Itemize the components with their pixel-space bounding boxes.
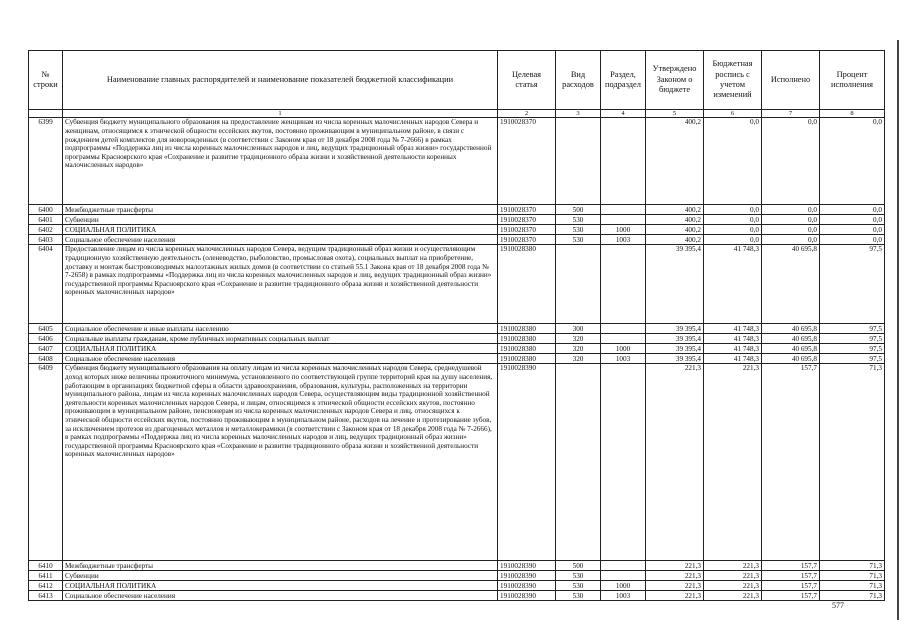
executed-amount: 157,7 [762, 571, 820, 581]
table-row [29, 324, 885, 334]
target-article: 1910028390 [498, 591, 556, 601]
percent-value: 71,3 [820, 571, 885, 581]
section-code [601, 324, 646, 334]
row-name: Субвенции [63, 571, 498, 581]
executed-amount: 40 695,8 [762, 344, 820, 354]
target-article: 1910028390 [498, 364, 556, 561]
percent-value: 71,3 [820, 581, 885, 591]
column-number-blank [29, 110, 63, 118]
row-number: 6399 [29, 118, 63, 205]
percent-value: 0,0 [820, 215, 885, 225]
approved-amount: 221,3 [646, 591, 704, 601]
column-number: 6 [704, 110, 762, 118]
row-name: Межбюджетные трансферты [63, 561, 498, 571]
target-article: 1910028370 [498, 205, 556, 215]
section-code [601, 561, 646, 571]
executed-amount: 40 695,8 [762, 334, 820, 344]
target-article: 1910028380 [498, 344, 556, 354]
percent-value: 0,0 [820, 205, 885, 215]
expense-kind: 530 [556, 225, 601, 235]
executed-amount: 0,0 [762, 205, 820, 215]
expense-kind [556, 364, 601, 561]
section-code [601, 205, 646, 215]
table-row [29, 591, 885, 601]
schedule-amount: 41 748,3 [704, 324, 762, 334]
expense-kind: 530 [556, 571, 601, 581]
table-header-row [29, 51, 885, 110]
column-number: 7 [762, 110, 820, 118]
expense-kind: 530 [556, 235, 601, 245]
header-target-article: Целевая статья [498, 51, 556, 110]
executed-amount: 157,7 [762, 561, 820, 571]
expense-kind: 530 [556, 581, 601, 591]
executed-amount: 157,7 [762, 591, 820, 601]
schedule-amount: 41 748,3 [704, 245, 762, 324]
table-row [29, 561, 885, 571]
target-article: 1910028370 [498, 118, 556, 205]
column-number: 1 [63, 110, 498, 118]
column-number: 8 [820, 110, 885, 118]
column-number: 5 [646, 110, 704, 118]
table-row [29, 245, 885, 324]
row-name: Социальное обеспечение населения [63, 235, 498, 245]
section-code [601, 571, 646, 581]
row-name: СОЦИАЛЬНАЯ ПОЛИТИКА [63, 225, 498, 235]
approved-amount: 400,2 [646, 205, 704, 215]
executed-amount: 0,0 [762, 118, 820, 205]
target-article: 1910028370 [498, 215, 556, 225]
section-code [601, 334, 646, 344]
header-executed: Исполнено [762, 51, 820, 110]
target-article: 1910028390 [498, 571, 556, 581]
row-name: Субвенция бюджету муниципального образования на оплату лицам из числа коренных малочисленных народов Севера, среднедушевой доход которых ниже величины прожиточного минимума, установленного по соответствующей группе территорий края на душу населения, работающим в организациях бюджетной сферы в области здравоохранения, образования, культуры, расположенных на территории муниципального района, лицам из числа коренных малочисленных народов Севера, осуществляющим виды традиционной хозяйственной деятельности коренных малочисленных народов Севера, и лицам, относящимся к этнической общности ессейских якутов, постоянно проживающим в муниципальном районе, пенсионерам из числа коренных малочисленных народов Севера и лиц, относящихся к этнической общности ессейских якутов, постоянно проживающим в муниципальном районе, расходов на лечение и протезирование зубов, за исключением протезов из драгоценных металлов и металлокерамики (в соответствии с Законом края от 18 декабря 2008 года № 7-2666), в рамках подпрограммы «Поддержка лиц из числа коренных малочисленных народов и лиц, ведущих традиционный образ жизни» государственной программы Красноярского края «Сохранение и развитие традиционного образа жизни и хозяйственной деятельности коренных малочисленных народов» [63, 364, 498, 561]
executed-amount: 157,7 [762, 364, 820, 561]
expense-kind: 320 [556, 334, 601, 344]
target-article: 1910028370 [498, 235, 556, 245]
header-expense-kind: Вид расходов [556, 51, 601, 110]
target-article: 1910028380 [498, 245, 556, 324]
section-code: 1003 [601, 354, 646, 364]
target-article: 1910028380 [498, 354, 556, 364]
approved-amount: 39 395,4 [646, 324, 704, 334]
row-name: Субвенции [63, 215, 498, 225]
row-name: Социальное обеспечение и иные выплаты населению [63, 324, 498, 334]
schedule-amount: 0,0 [704, 235, 762, 245]
approved-amount: 400,2 [646, 235, 704, 245]
budget-table [28, 50, 885, 601]
executed-amount: 40 695,8 [762, 324, 820, 334]
approved-amount: 400,2 [646, 215, 704, 225]
approved-amount: 39 395,4 [646, 344, 704, 354]
section-code: 1000 [601, 581, 646, 591]
row-number: 6410 [29, 561, 63, 571]
column-number: 4 [601, 110, 646, 118]
table-row [29, 215, 885, 225]
header-section: Раздел, подраздел [601, 51, 646, 110]
executed-amount: 0,0 [762, 235, 820, 245]
table-row [29, 225, 885, 235]
approved-amount: 39 395,4 [646, 354, 704, 364]
percent-value: 71,3 [820, 591, 885, 601]
table-row [29, 581, 885, 591]
section-code [601, 364, 646, 561]
approved-amount: 221,3 [646, 364, 704, 561]
row-name: Субвенция бюджету муниципального образования на предоставление женщинам из числа коренных малочисленных народов Севера и женщинам, относящимся к этнической общности ессейских якутов, постоянно проживающим в муниципальном районе, в связи с рождением детей комплектов для новорожденных (в соответствии с Законом края от 18 декабря 2008 года № 7-2666) в рамках подпрограммы «Поддержка лиц из числа коренных малочисленных народов и лиц, ведущих традиционный образ жизни» государственной программы Красноярского края «Сохранение и развитие традиционного образа жизни и хозяйственной деятельности коренных малочисленных народов» [63, 118, 498, 205]
expense-kind: 500 [556, 561, 601, 571]
page-edge-rule [897, 40, 899, 620]
expense-kind: 320 [556, 354, 601, 364]
page-number: 577 [832, 601, 844, 610]
row-number: 6413 [29, 591, 63, 601]
table-row [29, 205, 885, 215]
row-name: СОЦИАЛЬНАЯ ПОЛИТИКА [63, 581, 498, 591]
target-article: 1910028370 [498, 225, 556, 235]
column-number: 2 [498, 110, 556, 118]
column-numbers-row [29, 110, 885, 118]
table-row [29, 334, 885, 344]
schedule-amount: 221,3 [704, 561, 762, 571]
header-name: Наименование главных распорядителей и наименование показателей бюджетной классификации [63, 51, 498, 110]
schedule-amount: 0,0 [704, 225, 762, 235]
row-number: 6412 [29, 581, 63, 591]
percent-value: 97,5 [820, 354, 885, 364]
expense-kind: 500 [556, 205, 601, 215]
approved-amount: 400,2 [646, 225, 704, 235]
percent-value: 0,0 [820, 235, 885, 245]
percent-value: 97,5 [820, 245, 885, 324]
schedule-amount: 41 748,3 [704, 354, 762, 364]
row-number: 6411 [29, 571, 63, 581]
row-number: 6402 [29, 225, 63, 235]
approved-amount: 39 395,4 [646, 334, 704, 344]
target-article: 1910028380 [498, 334, 556, 344]
column-number: 3 [556, 110, 601, 118]
row-number: 6400 [29, 205, 63, 215]
percent-value: 71,3 [820, 364, 885, 561]
section-code: 1000 [601, 344, 646, 354]
expense-kind [556, 118, 601, 205]
percent-value: 97,5 [820, 324, 885, 334]
schedule-amount: 221,3 [704, 364, 762, 561]
executed-amount: 157,7 [762, 581, 820, 591]
table-row [29, 118, 885, 205]
row-name: Социальное обеспечение населения [63, 591, 498, 601]
header-budget-schedule: Бюджетная роспись с учетом изменений [704, 51, 762, 110]
target-article: 1910028390 [498, 561, 556, 571]
header-approved: Утверждено Законом о бюджете [646, 51, 704, 110]
row-number: 6407 [29, 344, 63, 354]
section-code: 1003 [601, 235, 646, 245]
table-body [29, 110, 885, 601]
executed-amount: 0,0 [762, 215, 820, 225]
approved-amount: 221,3 [646, 561, 704, 571]
row-number: 6403 [29, 235, 63, 245]
expense-kind: 320 [556, 344, 601, 354]
expense-kind: 530 [556, 591, 601, 601]
row-number: 6408 [29, 354, 63, 364]
row-name: Межбюджетные трансферты [63, 205, 498, 215]
table-row [29, 354, 885, 364]
table-row [29, 571, 885, 581]
percent-value: 97,5 [820, 334, 885, 344]
table-row [29, 235, 885, 245]
expense-kind [556, 245, 601, 324]
percent-value: 0,0 [820, 225, 885, 235]
executed-amount: 0,0 [762, 225, 820, 235]
percent-value: 71,3 [820, 561, 885, 571]
approved-amount: 221,3 [646, 581, 704, 591]
schedule-amount: 221,3 [704, 591, 762, 601]
row-number: 6404 [29, 245, 63, 324]
table-row [29, 344, 885, 354]
percent-value: 0,0 [820, 118, 885, 205]
target-article: 1910028380 [498, 324, 556, 334]
expense-kind: 300 [556, 324, 601, 334]
schedule-amount: 0,0 [704, 215, 762, 225]
row-name: Предоставление лицам из числа коренных малочисленных народов Севера, ведущим традиционный образ жизни и осуществляющим традиционную хозяйственную деятельность (оленеводство, рыболовство, промысловая охота), социальных выплат на приобретение, доставку и монтаж быстровозводимых малоэтажных жилых домов (в соответствии со статьей 55.1 Закона края от 18 декабря 2008 года № 7-2658) в рамках подпрограммы «Поддержка лиц из числа коренных малочисленных народов и лиц, ведущих традиционный образ жизни» государственной программы Красноярского края «Сохранение и развитие традиционного образа жизни и хозяйственной деятельности коренных малочисленных народов» [63, 245, 498, 324]
section-code: 1000 [601, 225, 646, 235]
row-number: 6401 [29, 215, 63, 225]
schedule-amount: 41 748,3 [704, 344, 762, 354]
row-number: 6409 [29, 364, 63, 561]
row-number: 6406 [29, 334, 63, 344]
table-row [29, 364, 885, 561]
row-name: Социальные выплаты гражданам, кроме публичных нормативных социальных выплат [63, 334, 498, 344]
row-number: 6405 [29, 324, 63, 334]
header-percent: Процент исполнения [820, 51, 885, 110]
approved-amount: 39 395,4 [646, 245, 704, 324]
executed-amount: 40 695,8 [762, 354, 820, 364]
section-code [601, 215, 646, 225]
row-name: Социальное обеспечение населения [63, 354, 498, 364]
section-code [601, 118, 646, 205]
percent-value: 97,5 [820, 344, 885, 354]
header-row-number: № строки [29, 51, 63, 110]
section-code: 1003 [601, 591, 646, 601]
target-article: 1910028390 [498, 581, 556, 591]
schedule-amount: 221,3 [704, 581, 762, 591]
expense-kind: 530 [556, 215, 601, 225]
schedule-amount: 0,0 [704, 205, 762, 215]
schedule-amount: 221,3 [704, 571, 762, 581]
section-code [601, 245, 646, 324]
schedule-amount: 41 748,3 [704, 334, 762, 344]
schedule-amount: 0,0 [704, 118, 762, 205]
executed-amount: 40 695,8 [762, 245, 820, 324]
row-name: СОЦИАЛЬНАЯ ПОЛИТИКА [63, 344, 498, 354]
approved-amount: 400,2 [646, 118, 704, 205]
approved-amount: 221,3 [646, 571, 704, 581]
